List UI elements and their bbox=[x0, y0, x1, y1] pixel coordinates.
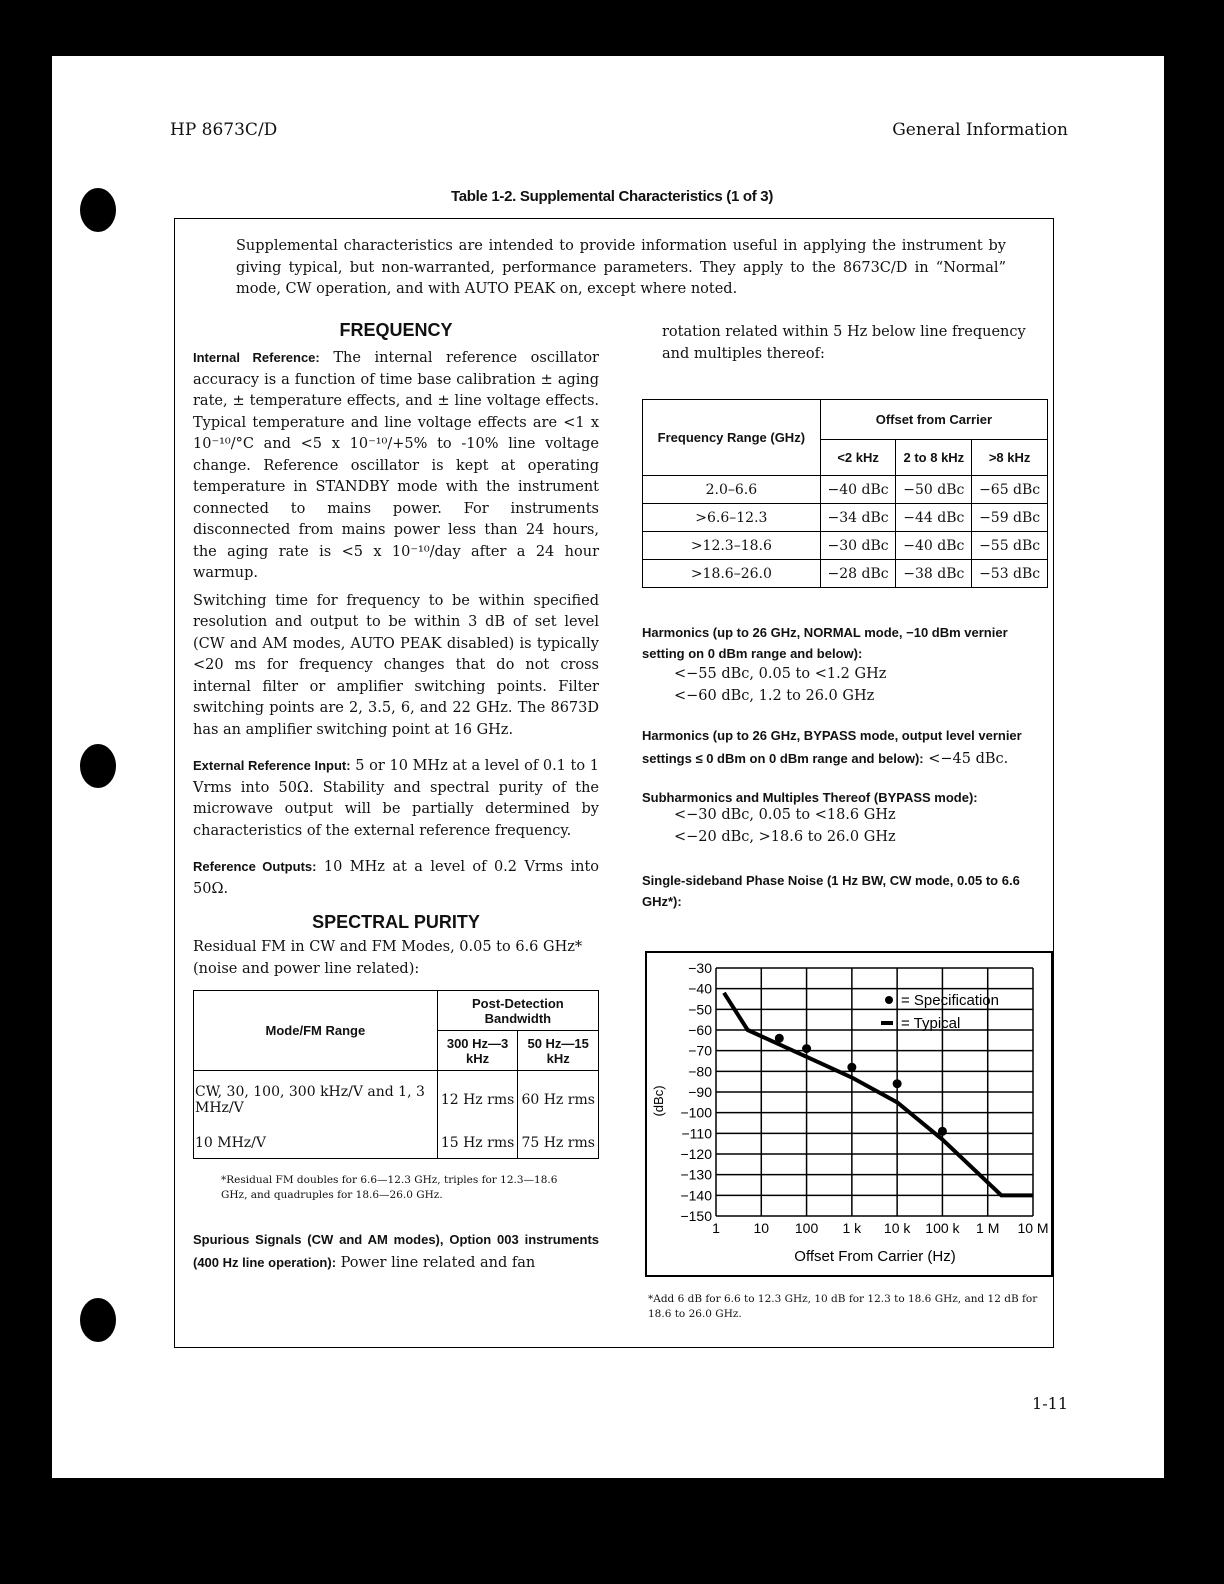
x-tick-label: 10 bbox=[753, 1220, 770, 1236]
table-row bbox=[643, 476, 1048, 504]
col-header: 50 Hz—15 kHz bbox=[518, 1031, 599, 1071]
table-title: Table 1-2. Supplemental Characteristics (1 of 3) bbox=[450, 188, 774, 205]
cell: −34 dBc bbox=[820, 504, 896, 532]
x-tick-label: 1 M bbox=[976, 1220, 1000, 1236]
punch-hole bbox=[80, 1298, 116, 1342]
harmonics-normal-label: Harmonics (up to 26 GHz, NORMAL mode, −10 dBm vernier setting on 0 dBm range and below): bbox=[642, 625, 1008, 661]
cell: >6.6–12.3 bbox=[643, 504, 821, 532]
header-right: General Information bbox=[892, 120, 1068, 140]
y-tick-label: −140 bbox=[680, 1187, 712, 1204]
spurious-text: Power line related and fan bbox=[340, 1254, 536, 1271]
subharmonics-line: <−30 dBc, 0.05 to <18.6 GHz bbox=[674, 807, 896, 823]
chart-footnote: *Add 6 dB for 6.6 to 12.3 GHz, 10 dB for 12.3 to 18.6 GHz, and 12 dB for 18.6 to 26.0 GHz. bbox=[648, 1293, 1038, 1320]
cell: −44 dBc bbox=[896, 504, 972, 532]
harmonics-bypass-label: Harmonics (up to 26 GHz, BYPASS mode, output level vernier settings ≤ 0 dBm on 0 dBm range and below): bbox=[642, 728, 1022, 766]
internal-ref-label: Internal Reference: bbox=[193, 350, 320, 365]
y-tick-label: −90 bbox=[688, 1084, 712, 1100]
y-tick-label: −50 bbox=[688, 1001, 712, 1018]
internal-ref-text: The internal reference oscillator accuracy is a function of time base calibration ± aging rate, ± temperature effects, and ± line voltage effects. Typical temperature and line voltage effects are <1 x 10⁻¹⁰/°C and <5 x 10⁻¹⁰/+5% to -10% line voltage change. Reference oscillator is kept at operating temperature in STANDBY mode with the instrument connected to mains power. For instruments disconnected from mains power less than 24 hours, the aging rate is <5 x 10⁻¹⁰/day after a 24 hour warmup. bbox=[193, 350, 599, 581]
punch-hole bbox=[80, 744, 116, 788]
group-header: Post-Detection Bandwidth bbox=[437, 991, 598, 1031]
x-tick-label: 10 k bbox=[883, 1220, 911, 1236]
y-tick-label: −130 bbox=[680, 1166, 712, 1183]
spec-point bbox=[802, 1044, 811, 1053]
col-header: <2 kHz bbox=[820, 440, 896, 476]
cell: 10 MHz/V bbox=[194, 1129, 438, 1159]
phase-noise-label: Single-sideband Phase Noise (1 Hz BW, CW mode, 0.05 to 6.6 GHz*): bbox=[642, 873, 1020, 909]
y-tick-label: −30 bbox=[688, 960, 712, 976]
cell: >12.3–18.6 bbox=[643, 532, 821, 560]
page-number: 1-11 bbox=[1032, 1394, 1068, 1413]
right-column bbox=[642, 322, 1048, 912]
left-column bbox=[193, 320, 599, 1274]
subharmonics-label: Subharmonics and Multiples Thereof (BYPASS mode): bbox=[642, 790, 978, 805]
frequency-heading: FREQUENCY bbox=[339, 320, 453, 340]
legend-typ: = Typical bbox=[901, 1015, 961, 1032]
ext-ref-label: External Reference Input: bbox=[193, 758, 351, 773]
table-row bbox=[643, 504, 1048, 532]
col-header: 2 to 8 kHz bbox=[896, 440, 972, 476]
table-row bbox=[643, 560, 1048, 588]
y-axis-label: (dBc) bbox=[651, 1085, 666, 1117]
cell: −40 dBc bbox=[896, 532, 972, 560]
y-tick-label: −110 bbox=[681, 1125, 712, 1142]
ref-out-label: Reference Outputs: bbox=[193, 859, 317, 874]
col-header: 300 Hz—3 kHz bbox=[437, 1031, 518, 1071]
header-left: HP 8673C/D bbox=[170, 120, 278, 140]
phase-noise-chart bbox=[645, 951, 1055, 1279]
spec-point bbox=[847, 1063, 856, 1072]
subharmonics-line: <−20 dBc, >18.6 to 26.0 GHz bbox=[674, 828, 896, 845]
cell: 2.0–6.6 bbox=[643, 476, 821, 504]
cell: −30 dBc bbox=[820, 532, 896, 560]
cell: >18.6–26.0 bbox=[643, 560, 821, 588]
spec-point bbox=[893, 1079, 902, 1088]
cell: −38 dBc bbox=[896, 560, 972, 588]
cell: −50 dBc bbox=[896, 476, 972, 504]
cell: 75 Hz rms bbox=[518, 1129, 599, 1159]
cell: −40 dBc bbox=[820, 476, 896, 504]
y-tick-label: −120 bbox=[680, 1146, 712, 1162]
typical-line bbox=[724, 993, 1033, 1196]
offset-table bbox=[642, 399, 1048, 588]
table-row bbox=[643, 532, 1048, 560]
col-header: >8 kHz bbox=[972, 440, 1048, 476]
spec-point bbox=[938, 1127, 947, 1136]
x-tick-label: 1 k bbox=[842, 1220, 862, 1236]
cell: −53 dBc bbox=[972, 560, 1048, 588]
harmonics-bypass-text: <−45 dBc. bbox=[928, 750, 1009, 767]
harmonics-line: <−55 dBc, 0.05 to <1.2 GHz bbox=[674, 666, 887, 682]
x-tick-label: 1 bbox=[712, 1220, 720, 1236]
cell: 60 Hz rms bbox=[518, 1071, 599, 1129]
ref-out-text: 10 MHz at a level of 0.2 Vrms into 50Ω. bbox=[193, 859, 600, 897]
cell: 12 Hz rms bbox=[437, 1071, 518, 1129]
cell: 15 Hz rms bbox=[437, 1129, 518, 1159]
cell: −55 dBc bbox=[972, 532, 1048, 560]
table-row bbox=[194, 1071, 599, 1129]
group-header: Offset from Carrier bbox=[820, 400, 1047, 440]
y-tick-label: −70 bbox=[688, 1042, 712, 1059]
spurious-label: Spurious Signals (CW and AM modes), Option 003 instruments (400 Hz line operation): bbox=[193, 1232, 599, 1270]
legend-spec-marker bbox=[885, 996, 893, 1004]
y-tick-label: −60 bbox=[688, 1022, 712, 1038]
table-row bbox=[194, 1129, 599, 1159]
x-tick-label: 100 bbox=[794, 1220, 819, 1236]
y-tick-label: −150 bbox=[680, 1208, 712, 1224]
ext-ref-text: 5 or 10 MHz at a level of 0.1 to 1 Vrms into 50Ω. Stability and spectral purity of the microwave output will be partially determined by characteristics of the external reference frequency. bbox=[193, 758, 600, 839]
legend-spec: = Specification bbox=[901, 992, 999, 1009]
cell: −28 dBc bbox=[820, 560, 896, 588]
y-tick-label: −100 bbox=[680, 1104, 712, 1121]
legend-typ-marker bbox=[881, 1021, 893, 1025]
residual-text: Residual FM in CW and FM Modes, 0.05 to 6.6 GHz* (noise and power line related): bbox=[193, 939, 583, 977]
spurious-continued: rotation related within 5 Hz below line frequency and multiples thereof: bbox=[662, 324, 1026, 362]
cell: CW, 30, 100, 300 kHz/V and 1, 3 MHz/V bbox=[194, 1071, 438, 1129]
intro-text: Supplemental characteristics are intended to provide information useful in applying the instrument by giving typical, but non-warranted, performance parameters. They apply to the 8673C/D in “Normal” mode, CW operation, and with AUTO PEAK on, except where noted. bbox=[236, 238, 1006, 297]
x-tick-label: 10 M bbox=[1017, 1220, 1049, 1236]
x-axis-label: Offset From Carrier (Hz) bbox=[794, 1248, 956, 1265]
col-header: Mode/FM Range bbox=[194, 991, 438, 1071]
cell: −65 dBc bbox=[972, 476, 1048, 504]
residual-fm-table bbox=[193, 990, 599, 1159]
spec-point bbox=[775, 1034, 784, 1043]
y-tick-label: −80 bbox=[688, 1063, 712, 1080]
switching-text: Switching time for frequency to be within specified resolution and output to be within 3 dB of set level (CW and AM modes, AUTO PEAK disabled) is typically <20 ms for frequency changes that do not cross internal filter or amplifier switching points. Filter switching points are 2, 3.5, 6, and 22 GHz. The 8673D has an amplifier switching point at 16 GHz. bbox=[193, 592, 599, 738]
cell: −59 dBc bbox=[972, 504, 1048, 532]
fm-footnote: *Residual FM doubles for 6.6—12.3 GHz, triples for 12.3—18.6 GHz, and quadruples for 18.6—26.0 GHz. bbox=[221, 1174, 558, 1201]
spectral-heading: SPECTRAL PURITY bbox=[312, 912, 480, 932]
x-tick-label: 100 k bbox=[925, 1220, 960, 1236]
col-header: Frequency Range (GHz) bbox=[643, 400, 821, 476]
y-tick-label: −40 bbox=[688, 980, 712, 997]
harmonics-line: <−60 dBc, 1.2 to 26.0 GHz bbox=[674, 687, 875, 704]
